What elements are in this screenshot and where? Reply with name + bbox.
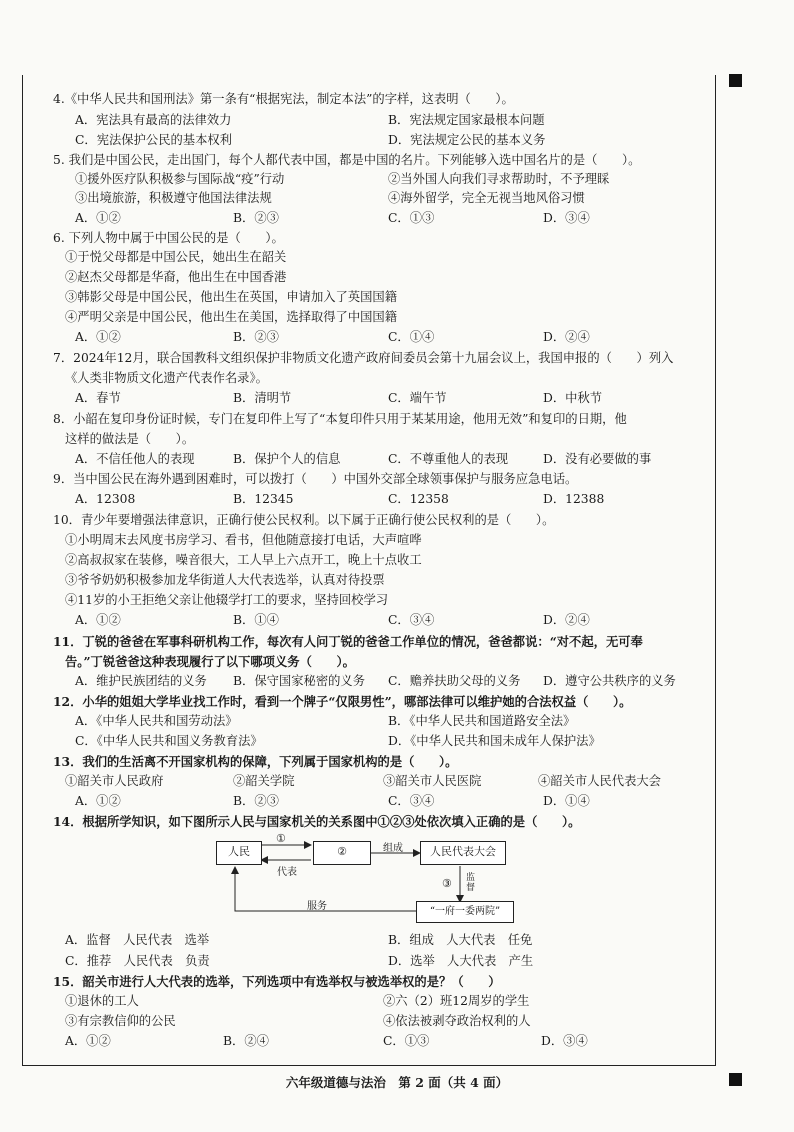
q15-option-a: A．①② (65, 1034, 111, 1048)
q15-option-b: B．②④ (223, 1034, 269, 1048)
q9-option-d: D．12388 (543, 492, 605, 506)
q6-option-c: C．①④ (388, 330, 435, 344)
q6-item-1: ①于悦父母都是中国公民，她出生在韶关 (65, 250, 287, 264)
q12-option-d: D．《中华人民共和国未成年人保护法》 (388, 734, 601, 748)
diagram-box-government: “一府一委两院” (416, 901, 514, 923)
q7-stem-line2: 《人类非物质文化遗产代表作名录》。 (65, 371, 268, 385)
q10-item-2: ②高叔叔家在装修，噪音很大，工人早上六点开工，晚上十点收工 (65, 553, 422, 567)
q8-stem-line1: 8．小韶在复印身份证时候，专门在复印件上写了“本复印件只用于某某用途，他用无效”和复印的日期，他 (53, 412, 627, 426)
diagram-label-jiandu: 监督 (466, 873, 476, 893)
q10-option-d: D．②④ (543, 613, 590, 627)
q6-option-b: B．②③ (233, 330, 279, 344)
q4-stem: 4.《中华人民共和国刑法》第一条有“根据宪法，制定本法”的字样，这表明（ ）。 (53, 92, 514, 106)
q15-option-d: D．③④ (541, 1034, 588, 1048)
q14-option-a: A．监督 人民代表 选举 (65, 933, 210, 947)
q14-option-d: D．选举 人大代表 产生 (388, 954, 534, 968)
q14-stem: 14．根据所学知识，如下图所示人民与国家机关的关系图中①②③处依次填入正确的是（ ）。 (53, 814, 581, 829)
q7-option-b: B．清明节 (233, 391, 292, 405)
relationship-diagram (23, 75, 715, 1065)
q15-option-c: C．①③ (383, 1034, 430, 1048)
q11-stem-line2: 告。”丁锐爸爸这种表现履行了以下哪项义务（ ）。 (65, 654, 355, 669)
q15-item-3: ③有宗教信仰的公民 (65, 1014, 176, 1028)
q5-item-2: ②当外国人向我们寻求帮助时，不予理睬 (388, 172, 610, 186)
q10-option-a: A．①② (75, 613, 121, 627)
q13-option-c: C．③④ (388, 794, 435, 808)
page-footer: 六年级道德与法治 第 2 面（共 4 面） (285, 1075, 509, 1090)
q7-stem-line1: 7．2024年12月，联合国教科文组织保护非物质文化遗产政府间委员会第十九届会议上，我国申报的（ ）列入 (53, 351, 674, 365)
q13-stem: 13．我们的生活离不开国家机构的保障，下列属于国家机构的是（ ）。 (53, 754, 458, 769)
q15-stem: 15．韶关市进行人大代表的选举，下列选项中有选举权与被选举权的是？（ ） (53, 974, 501, 989)
q6-option-d: D．②④ (543, 330, 590, 344)
q13-item-4: ④韶关市人民代表大会 (538, 774, 661, 788)
diagram-label-fuwu: 服务 (307, 901, 327, 912)
q12-option-b: B．《中华人民共和国道路安全法》 (388, 714, 576, 728)
q8-option-b: B．保护个人的信息 (233, 452, 341, 466)
q10-item-4: ④11岁的小王拒绝父亲让他辍学打工的要求，坚持回校学习 (65, 593, 389, 607)
q12-stem: 12．小华的姐姐大学毕业找工作时，看到一个牌子“仅限男性”，哪部法律可以维护她的合法权益（ ）。 (53, 694, 632, 709)
q5-stem: 5. 我们是中国公民，走出国门，每个人都代表中国，都是中国的名片。下列能够入选中国名片的是（ ）。 (53, 153, 641, 167)
q7-option-c: C．端午节 (388, 391, 447, 405)
q6-item-4: ④严明父亲是中国公民，他出生在美国，选择取得了中国国籍 (65, 310, 398, 324)
q9-option-c: C．12358 (388, 492, 449, 506)
q5-item-4: ④海外留学，完全无视当地风俗习惯 (388, 191, 585, 205)
diagram-box-people: 人民 (216, 841, 262, 865)
q15-item-2: ②六（2）班12周岁的学生 (383, 994, 530, 1008)
q12-option-c: C．《中华人民共和国义务教育法》 (75, 734, 263, 748)
q9-option-b: B．12345 (233, 492, 294, 506)
q13-item-3: ③韶关市人民医院 (383, 774, 482, 788)
q6-option-a: A．①② (75, 330, 121, 344)
q13-item-1: ①韶关市人民政府 (65, 774, 164, 788)
q15-item-1: ①退休的工人 (65, 994, 139, 1008)
diagram-box-blank-2: ② (313, 841, 371, 865)
q11-option-b: B．保守国家秘密的义务 (233, 674, 366, 688)
q9-stem: 9．当中国公民在海外遇到困难时，可以拨打（ ）中国外交部全球领事保护与服务应急电话。 (53, 472, 578, 486)
diagram-arrows (23, 75, 715, 1065)
q6-item-3: ③韩影父母是中国公民，他出生在英国，申请加入了英国国籍 (65, 290, 398, 304)
q6-item-2: ②赵杰父母都是华裔，他出生在中国香港 (65, 270, 287, 284)
diagram-label-blank-1: ① (276, 832, 286, 845)
q5-option-b: B．②③ (233, 211, 279, 225)
q13-option-b: B．②③ (233, 794, 279, 808)
q8-stem-line2: 这样的做法是（ ）。 (65, 432, 195, 446)
diagram-label-daibiao: 代表 (277, 867, 297, 878)
q10-item-3: ③爷爷奶奶积极参加龙华街道人大代表选举，认真对待投票 (65, 573, 385, 587)
exam-page (22, 75, 716, 1066)
q5-option-a: A．①② (75, 211, 121, 225)
q5-option-d: D．③④ (543, 211, 590, 225)
q4-option-b: B．宪法规定国家最根本问题 (388, 113, 545, 127)
q5-item-1: ①援外医疗队积极参与国际战“疫”行动 (75, 172, 285, 186)
q11-stem-line1: 11．丁锐的爸爸在军事科研机构工作，每次有人问丁锐的爸爸工作单位的情况，爸爸都说：“对不起，无可奉 (53, 634, 643, 649)
q10-stem: 10．青少年要增强法律意识，正确行使公民权利。以下属于正确行使公民权利的是（ ）。 (53, 513, 555, 527)
q4-option-a: A．宪法具有最高的法律效力 (75, 113, 232, 127)
q6-stem: 6. 下列人物中属于中国公民的是（ ）。 (53, 231, 284, 245)
diagram-box-congress: 人民代表大会 (420, 841, 506, 865)
q11-option-c: C．赡养扶助父母的义务 (388, 674, 521, 688)
q10-option-b: B．①④ (233, 613, 279, 627)
q13-item-2: ②韶关学院 (233, 774, 295, 788)
q13-option-d: D．①④ (543, 794, 590, 808)
diagram-label-zucheng: 组成 (383, 843, 403, 854)
q5-item-3: ③出境旅游，积极遵守他国法律法规 (75, 191, 272, 205)
q4-option-c: C．宪法保护公民的基本权利 (75, 133, 232, 147)
q13-option-a: A．①② (75, 794, 121, 808)
q4-option-d: D．宪法规定公民的基本义务 (388, 133, 546, 147)
q7-option-a: A．春节 (75, 391, 121, 405)
q15-item-4: ④依法被剥夺政治权利的人 (383, 1014, 531, 1028)
diagram-label-blank-3: ③ (442, 877, 452, 890)
q14-option-c: C．推荐 人民代表 负责 (65, 954, 210, 968)
q11-option-d: D．遵守公共秩序的义务 (543, 674, 676, 688)
q7-option-d: D．中秋节 (543, 391, 603, 405)
q10-option-c: C．③④ (388, 613, 435, 627)
q10-item-1: ①小明周末去风度书房学习、看书，但他随意接打电话，大声喧哗 (65, 533, 422, 547)
q12-option-a: A．《中华人民共和国劳动法》 (75, 714, 238, 728)
registration-mark-top (729, 74, 742, 87)
q11-option-a: A．维护民族团结的义务 (75, 674, 207, 688)
q8-option-c: C．不尊重他人的表现 (388, 452, 509, 466)
q14-option-b: B．组成 人大代表 任免 (388, 933, 533, 947)
q5-option-c: C．①③ (388, 211, 435, 225)
q8-option-d: D．没有必要做的事 (543, 452, 652, 466)
q9-option-a: A．12308 (75, 492, 136, 506)
q8-option-a: A．不信任他人的表现 (75, 452, 195, 466)
